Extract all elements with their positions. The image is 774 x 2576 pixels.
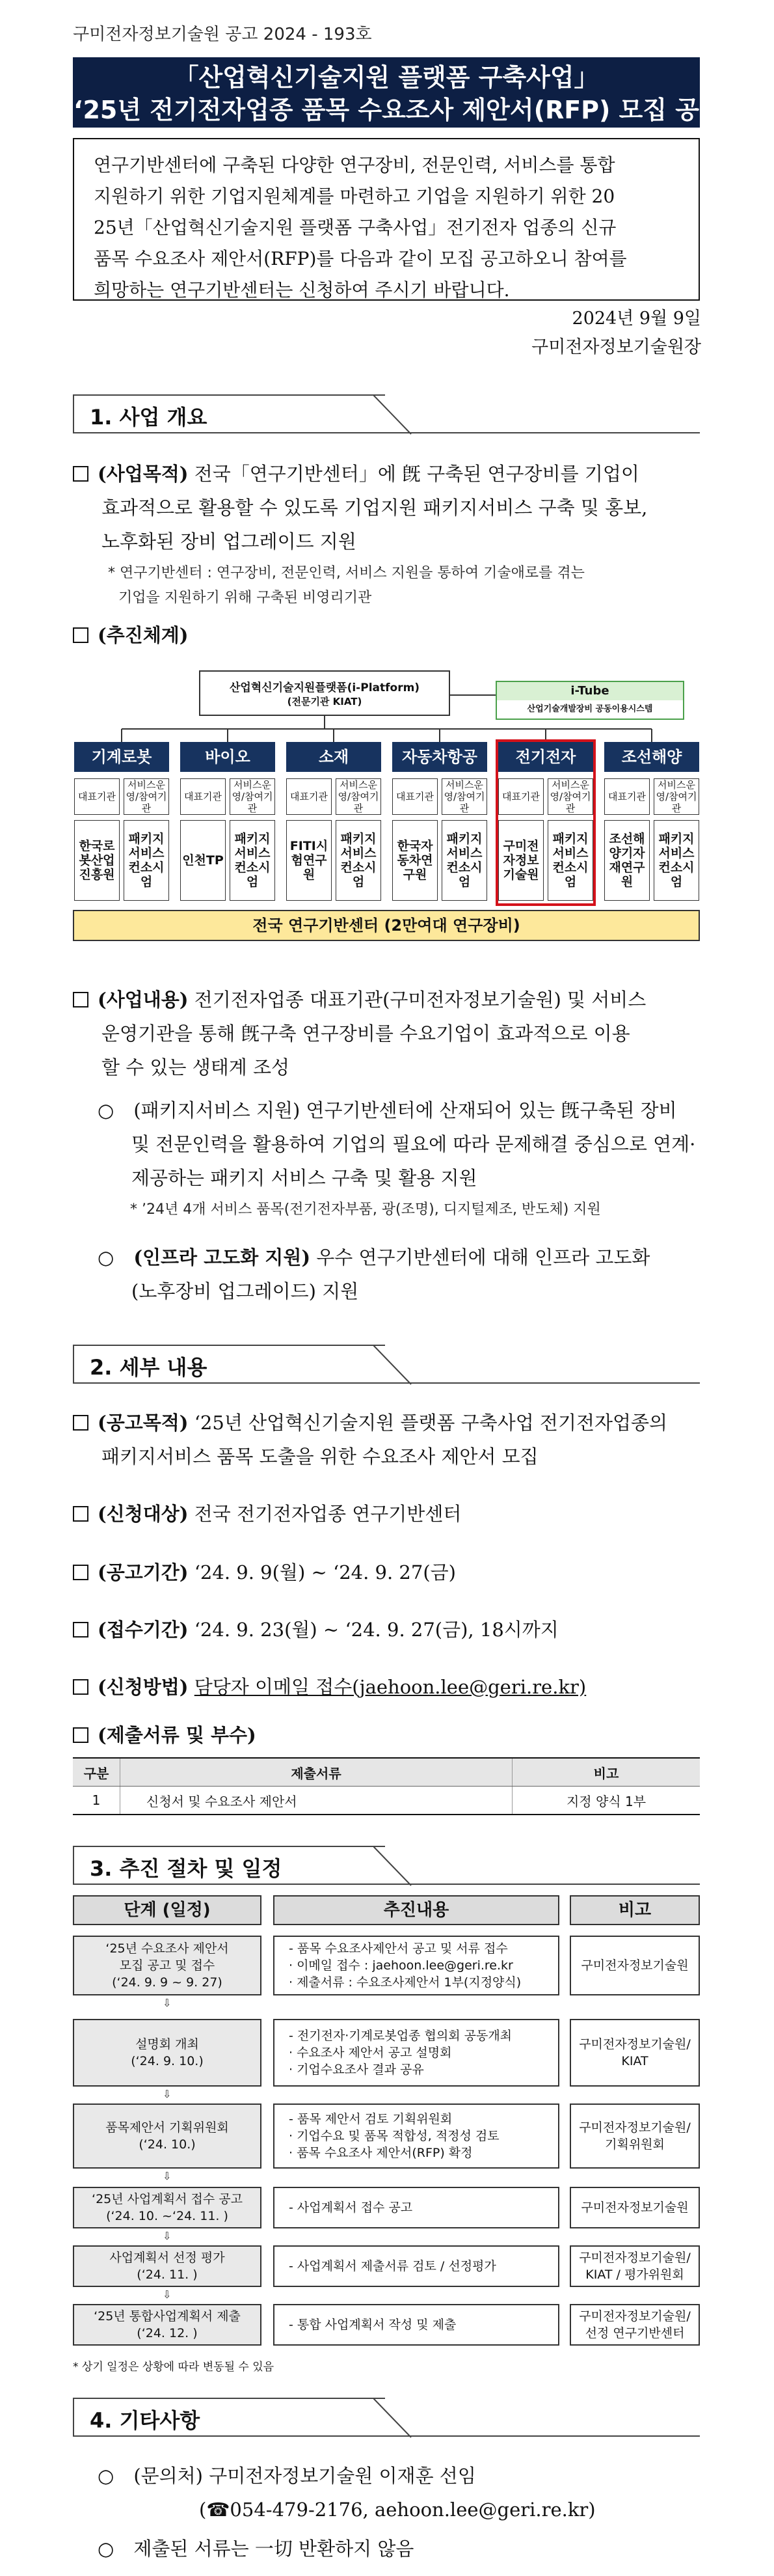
infra-text: 우수 연구기반센터에 대해 인프라 고도화 — [316, 1246, 650, 1268]
schedule-line: - 품목 제안서 검토 기획위원회 — [289, 2112, 453, 2126]
section-4-title: 4. 기타사항 — [90, 2408, 200, 2433]
checkbox-icon — [73, 1506, 88, 1522]
org-column-header: 소재 — [286, 742, 381, 772]
issuer: 구미전자정보기술원장 — [531, 337, 701, 357]
section-4-header — [73, 2398, 385, 2437]
pkg-text: 및 전문인력을 활용하여 기업의 필요에 따라 문제해결 중심으로 연계· — [131, 1133, 696, 1155]
org-institution: 한국자동차연구원 — [392, 820, 438, 901]
org-bottom-bar: 전국 연구기반센터 (2만여대 연구장비) — [73, 910, 700, 941]
schedule-stage — [73, 2304, 261, 2346]
schedule-note — [570, 2187, 700, 2228]
schedule-line: 설명회 개최 — [135, 2037, 199, 2051]
checkbox-icon — [73, 466, 88, 482]
platform-sub: (전문기관 KIAT) — [287, 696, 362, 707]
schedule-stage — [73, 2187, 261, 2228]
schedule-line: 구미전자정보기술원/ — [579, 2037, 691, 2051]
org-service: 패키지서비스컨소시엄 — [654, 820, 699, 901]
org-service: 패키지서비스컨소시엄 — [442, 820, 487, 901]
schedule-line: (‘24. 10. ~‘24. 11. ) — [106, 2209, 228, 2223]
itube-sub: 산업기술개발장비 공동이용시스템 — [527, 704, 653, 714]
docs-label: (제출서류 및 부수) — [98, 1724, 256, 1746]
contact-text: (문의처) 구미전자정보기술원 이재훈 선임 — [133, 2465, 476, 2487]
schedule-line: · 품목 수요조사 제안서(RFP) 확정 — [289, 2146, 473, 2160]
org-ops-label: 서비스운영/참여기관 — [124, 778, 169, 815]
title-banner — [73, 57, 700, 157]
pkg-text: (패키지서비스 지원) 연구기반센터에 산재되어 있는 旣구축된 장비 — [133, 1099, 677, 1121]
table-cell: 1 — [73, 1787, 120, 1815]
content-text: 운영기관을 통해 旣구축 연구장비를 수요기업이 효과적으로 이용 — [101, 1022, 630, 1045]
sec2-purpose — [73, 1406, 704, 1473]
schedule-line: (‘24. 12. ) — [137, 2326, 198, 2340]
schedule-note — [570, 2019, 700, 2087]
intro-line: 지원하기 위한 기업지원체계를 마련하고 기업을 지원하기 위한 20 — [94, 185, 615, 207]
circle-bullet-icon: ○ — [98, 2538, 114, 2560]
schedule-line: - 통합 사업계획서 작성 및 제출 — [289, 2318, 457, 2332]
schedule-line: 구미전자정보기술원/ — [579, 2120, 691, 2135]
purpose-note — [108, 561, 585, 610]
org-service: 패키지서비스컨소시엄 — [124, 820, 169, 901]
table-cell: 신청서 및 수요조사 제안서 — [120, 1787, 513, 1815]
checkbox-icon — [73, 1622, 88, 1637]
schedule-line: 구미전자정보기술원 — [581, 2200, 689, 2215]
schedule-line: 구미전자정보기술원/ — [579, 2251, 691, 2265]
content-label: (사업내용) — [98, 989, 189, 1011]
table-header: 비고 — [513, 1758, 701, 1787]
infra-text: (노후장비 업그레이드) 지원 — [131, 1280, 359, 1302]
schedule-note — [570, 2245, 700, 2287]
schedule-content — [273, 2019, 559, 2087]
section-2-title: 2. 세부 내용 — [90, 1355, 207, 1380]
org-connector — [73, 716, 700, 742]
schedule-line: (‘24. 9. 10.) — [131, 2054, 204, 2068]
notice-number: 구미전자정보기술원 공고 2024 - 193호 — [73, 25, 372, 44]
section-1-title: 1. 사업 개요 — [90, 405, 207, 430]
schedule-footnote: * 상기 일정은 상황에 따라 변동될 수 있음 — [73, 2361, 274, 2374]
checkbox-icon — [73, 1727, 88, 1743]
schedule-line: KIAT — [621, 2054, 648, 2068]
org-service: 패키지서비스컨소시엄 — [230, 820, 275, 901]
sec2-target — [73, 1497, 461, 1531]
purpose2-label: (공고목적) — [98, 1412, 189, 1434]
schedule-line: (‘24. 9. 9 ~ 9. 27) — [112, 1975, 222, 1990]
circle-bullet-icon: ○ — [98, 1099, 114, 1121]
sec2-method — [73, 1670, 586, 1704]
schedule-line: - 품목 수요조사제안서 공고 및 서류 접수 — [289, 1941, 508, 1956]
pkg-note: * ’24년 4개 서비스 품목(전기전자부품, 광(조명), 디지털제조, 반도체) 지원 — [130, 1201, 601, 1218]
table-header: 제출서류 — [120, 1758, 513, 1787]
section-3-title: 3. 추진 절차 및 일정 — [90, 1856, 282, 1881]
sec2-docs — [73, 1718, 256, 1752]
org-institution: FITI시험연구원 — [286, 820, 332, 901]
header-slant-icon — [373, 1846, 412, 1886]
schedule-line: 구미전자정보기술원/ — [579, 2309, 691, 2323]
purpose2-text: 패키지서비스 품목 도출을 위한 수요조사 제안서 모집 — [101, 1446, 539, 1468]
schedule-line: · 이메일 접수 : jaehoon.lee@geri.re.kr — [289, 1958, 513, 1973]
org-institution: 인천TP — [180, 820, 226, 901]
schedule-line: (‘24. 10.) — [139, 2137, 196, 2152]
purpose-note-line: * 연구기반센터 : 연구장비, 전문인력, 서비스 지원을 통하여 기술애로를 겪는 — [108, 565, 585, 581]
org-ops-label: 서비스운영/참여기관 — [548, 778, 593, 815]
sec1-system — [73, 618, 189, 652]
purpose-label: (사업목적) — [98, 463, 189, 485]
purpose-text: 전국「연구기반센터」에 旣 구축된 연구장비를 기업이 — [194, 463, 639, 485]
receipt-label: (접수기간) — [98, 1619, 189, 1641]
section-1-header — [73, 394, 385, 433]
method-label: (신청방법) — [98, 1676, 189, 1698]
org-rep-label: 대표기관 — [286, 778, 332, 815]
method-email-link[interactable]: 담당자 이메일 접수(jaehoon.lee@geri.re.kr) — [194, 1676, 587, 1698]
schedule-note — [570, 2103, 700, 2169]
notice-date: 2024년 9월 9일 — [572, 308, 701, 329]
down-arrow-icon: ⇩ — [163, 1997, 172, 2009]
org-institution: 조선해양기자재연구원 — [604, 820, 650, 901]
platform-title: 산업혁신기술지원플랫폼(i-Platform) — [229, 681, 420, 694]
org-ops-label: 서비스운영/참여기관 — [654, 778, 699, 815]
org-institution: 구미전자정보기술원 — [498, 820, 544, 901]
platform-box — [199, 670, 450, 716]
infra-label: (인프라 고도화 지원) — [133, 1246, 311, 1268]
schedule-line: ‘25년 통합사업계획서 제출 — [94, 2309, 241, 2323]
contact-phone-email: (☎054-479-2176, aehoon.lee@geri.re.kr) — [199, 2499, 596, 2521]
no-return-note — [98, 2532, 414, 2566]
title-line-1: 「산업혁신기술지원 플랫폼 구축사업」 — [174, 63, 599, 92]
header-slant-icon — [373, 1345, 412, 1385]
no-return-text: 제출된 서류는 一切 반환하지 않음 — [133, 2538, 414, 2560]
purpose-text: 노후화된 장비 업그레이드 지원 — [101, 530, 356, 553]
checkbox-icon — [73, 992, 88, 1007]
section-2-header — [73, 1345, 385, 1384]
schedule-header: 비고 — [570, 1895, 700, 1925]
period-text: ‘24. 9. 9(월) ~ ‘24. 9. 27(금) — [194, 1561, 456, 1583]
schedule-content — [273, 2187, 559, 2228]
org-ops-label: 서비스운영/참여기관 — [230, 778, 275, 815]
checkbox-icon — [73, 1679, 88, 1695]
table-header: 구분 — [73, 1758, 120, 1787]
receipt-text: ‘24. 9. 23(월) ~ ‘24. 9. 27(금), 18시까지 — [194, 1619, 559, 1641]
purpose-text: 효과적으로 활용할 수 있도록 기업지원 패키지서비스 구축 및 홍보, — [101, 497, 648, 519]
schedule-line: · 제출서류 : 수요조사제안서 1부(지정양식) — [289, 1975, 522, 1990]
schedule-line: · 기업수요조사 결과 공유 — [289, 2062, 424, 2077]
pkg-text: 제공하는 패키지 서비스 구축 및 활용 지원 — [131, 1167, 477, 1189]
header-slant-icon — [373, 394, 412, 435]
down-arrow-icon: ⇩ — [163, 2288, 172, 2301]
schedule-stage — [73, 2103, 261, 2169]
schedule-note — [570, 1936, 700, 1995]
schedule-stage — [73, 1936, 261, 1995]
checkbox-icon — [73, 1565, 88, 1580]
org-ops-label: 서비스운영/참여기관 — [442, 778, 487, 815]
content-text: 할 수 있는 생태계 조성 — [101, 1056, 289, 1078]
schedule-content — [273, 1936, 559, 1995]
schedule-header: 단계 (일정) — [73, 1895, 261, 1925]
intro-line: 희망하는 연구기반센터는 신청하여 주시기 바랍니다. — [94, 279, 510, 301]
circle-bullet-icon: ○ — [98, 1246, 114, 1268]
system-label: (추진체계) — [98, 624, 189, 646]
package-service — [98, 1093, 704, 1195]
org-institution: 한국로봇산업진흥원 — [74, 820, 120, 901]
schedule-line: KIAT / 평가위원회 — [585, 2268, 684, 2282]
org-rep-label: 대표기관 — [604, 778, 650, 815]
content-text: 전기전자업종 대표기관(구미전자정보기술원) 및 서비스 — [194, 989, 647, 1011]
schedule-line: - 전기전자·기계로봇업종 협의회 공동개최 — [289, 2029, 513, 2043]
section-4-rule — [73, 2435, 700, 2437]
down-arrow-icon: ⇩ — [163, 2088, 172, 2100]
org-service: 패키지서비스컨소시엄 — [548, 820, 593, 901]
schedule-line: 구미전자정보기술원 — [581, 1958, 689, 1973]
schedule-content — [273, 2103, 559, 2169]
intro-line: 품목 수요조사 제안서(RFP)를 다음과 같이 모집 공고하오니 참여를 — [94, 248, 627, 269]
org-column-header: 자동차항공 — [392, 742, 487, 772]
schedule-line: 기획위원회 — [605, 2137, 665, 2152]
sec2-period — [73, 1555, 456, 1589]
period-label: (공고기간) — [98, 1561, 189, 1583]
section-1-rule — [73, 432, 700, 433]
org-rep-label: 대표기관 — [180, 778, 226, 815]
schedule-line: - 사업계획서 접수 공고 — [289, 2200, 413, 2215]
checkbox-icon — [73, 1415, 88, 1431]
schedule-line: ‘25년 사업계획서 접수 공고 — [92, 2192, 243, 2206]
schedule-content — [273, 2245, 559, 2287]
title-line-2: ‘25년 전기전자업종 품목 수요조사 제안서(RFP) 모집 공고 — [73, 96, 699, 157]
submission-table — [73, 1757, 700, 1815]
org-ops-label: 서비스운영/참여기관 — [336, 778, 381, 815]
contact-info — [98, 2459, 596, 2527]
purpose-note-line: 기업을 지원하기 위해 구축된 비영리기관 — [118, 590, 372, 606]
itube-title: i-Tube — [497, 682, 683, 700]
date-block — [531, 305, 701, 362]
schedule-line: · 수요조사 제안서 공고 설명회 — [289, 2046, 452, 2060]
table-cell: 지정 양식 1부 — [513, 1787, 701, 1815]
org-chart — [73, 657, 700, 970]
down-arrow-icon: ⇩ — [163, 2230, 172, 2242]
schedule-note — [570, 2304, 700, 2346]
org-column-header: 기계로봇 — [74, 742, 169, 772]
schedule-line: · 기업수요 및 품목 적합성, 적정성 검토 — [289, 2129, 500, 2143]
target-label: (신청대상) — [98, 1503, 189, 1525]
purpose2-text: ‘25년 산업혁신기술지원 플랫폼 구축사업 전기전자업종의 — [194, 1412, 668, 1434]
itube-box — [496, 681, 684, 720]
schedule-line: - 사업계획서 제출서류 검토 / 선정평가 — [289, 2259, 496, 2273]
org-rep-label: 대표기관 — [498, 778, 544, 815]
schedule-stage — [73, 2245, 261, 2287]
infra-support — [98, 1240, 704, 1308]
org-rep-label: 대표기관 — [74, 778, 120, 815]
schedule-line: 선정 연구기반센터 — [585, 2326, 685, 2340]
section-3-header — [73, 1846, 385, 1885]
down-arrow-icon: ⇩ — [163, 2170, 172, 2182]
circle-bullet-icon: ○ — [98, 2465, 114, 2487]
schedule-line: 모집 공고 및 접수 — [119, 1958, 215, 1973]
intro-line: 25년「산업혁신기술지원 플랫폼 구축사업」전기전자 업종의 신규 — [94, 217, 617, 238]
link-arrow-icon — [450, 689, 496, 702]
sec1-content — [73, 983, 704, 1084]
org-column-header: 전기전자 — [498, 742, 593, 772]
checkbox-icon — [73, 627, 88, 643]
section-3-rule — [73, 1884, 700, 1885]
org-column-header: 바이오 — [180, 742, 275, 772]
schedule-line: 사업계획서 선정 평가 — [109, 2251, 225, 2265]
schedule-content — [273, 2304, 559, 2346]
schedule-stage — [73, 2019, 261, 2087]
schedule-header: 추진내용 — [273, 1895, 559, 1925]
schedule-line: (‘24. 11. ) — [137, 2268, 198, 2282]
intro-line: 연구기반센터에 구축된 다양한 연구장비, 전문인력, 서비스를 통합 — [94, 154, 615, 176]
section-2-rule — [73, 1382, 700, 1384]
target-text: 전국 전기전자업종 연구기반센터 — [194, 1503, 462, 1525]
org-rep-label: 대표기관 — [392, 778, 438, 815]
schedule-line: ‘25년 수요조사 제안서 — [105, 1941, 229, 1956]
org-column-header: 조선해양 — [604, 742, 699, 772]
schedule-line: 품목제안서 기획위원회 — [105, 2120, 229, 2135]
org-service: 패키지서비스컨소시엄 — [336, 820, 381, 901]
table-row — [73, 1787, 700, 1815]
sec1-purpose — [73, 457, 704, 558]
intro-box — [73, 138, 700, 301]
header-slant-icon — [373, 2398, 412, 2438]
sec2-receipt — [73, 1613, 559, 1647]
